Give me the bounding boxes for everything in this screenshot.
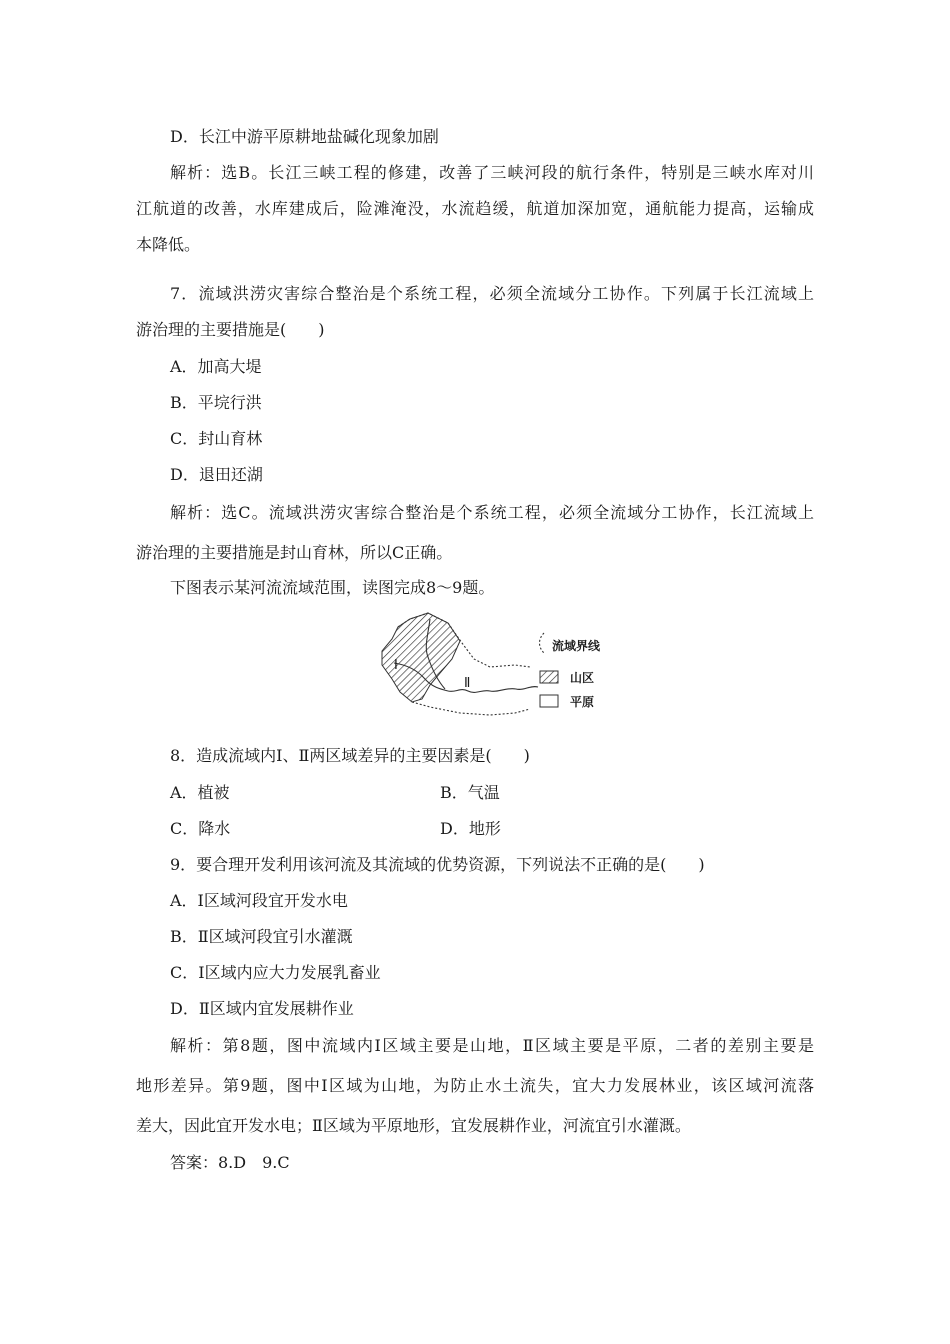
q89-analysis-line2: 地形差异。第9题，图中Ⅰ区域为山地，为防止水土流失，宜大力发展林业，该区域河流落 — [136, 1076, 814, 1095]
region-2-label: Ⅱ — [464, 676, 471, 691]
q6-analysis-line2: 江航道的改善，水库建成后，险滩淹没，水流趋缓，航道加深加宽，通航能力提高，运输成 — [136, 199, 814, 218]
q9-option-a: A．Ⅰ区域河段宜开发水电 — [170, 891, 348, 910]
q7-analysis-line1: 解析：选C。流域洪涝灾害综合整治是个系统工程，必须全流域分工协作，长江流域上 — [170, 503, 814, 522]
q7-stem-line1: 7．流域洪涝灾害综合整治是个系统工程，必须全流域分工协作。下列属于长江流域上 — [170, 284, 814, 303]
q9-option-b: B．Ⅱ区域河段宜引水灌溉 — [170, 927, 353, 946]
q9-option-c: C．Ⅰ区域内应大力发展乳畜业 — [170, 963, 381, 982]
figure-intro: 下图表示某河流流域范围，读图完成8～9题。 — [170, 578, 495, 597]
q6-analysis-line1: 解析：选B。长江三峡工程的修建，改善了三峡河段的航行条件，特别是三峡水库对川 — [170, 163, 814, 182]
q9-option-d: D．Ⅱ区域内宜发展耕作业 — [170, 999, 354, 1018]
legend-boundary-symbol — [540, 633, 545, 653]
q7-analysis-line2: 游治理的主要措施是封山育林，所以C正确。 — [136, 543, 453, 562]
q8-option-d: D．地形 — [440, 819, 501, 838]
legend-plain-swatch — [540, 695, 558, 707]
q8-stem: 8．造成流域内Ⅰ、Ⅱ两区域差异的主要因素是( ) — [170, 746, 530, 765]
q7-option-a: A．加高大堤 — [170, 357, 262, 376]
q7-stem-line2: 游治理的主要措施是( ) — [136, 320, 325, 339]
q8-option-b: B．气温 — [440, 783, 500, 802]
river-basin-figure — [370, 607, 610, 722]
q7-option-d: D．退田还湖 — [170, 465, 263, 484]
q89-analysis-line1: 解析：第8题，图中流域内Ⅰ区域主要是山地，Ⅱ区域主要是平原，二者的差别主要是 — [170, 1036, 814, 1055]
q6-analysis-line3: 本降低。 — [136, 235, 201, 254]
q89-analysis-line3: 差大，因此宜开发水电；Ⅱ区域为平原地形，宜发展耕作业，河流宜引水灌溉。 — [136, 1116, 691, 1135]
q7-option-b: B．平垸行洪 — [170, 393, 262, 412]
answer-line: 答案：8.D 9.C — [170, 1153, 290, 1172]
legend-mountain-swatch — [540, 671, 558, 683]
legend — [540, 633, 602, 709]
legend-plain-label: 平原 — [570, 695, 595, 709]
q9-stem: 9．要合理开发利用该河流及其流域的优势资源，下列说法不正确的是( ) — [170, 855, 705, 874]
q8-option-c: C．降水 — [170, 819, 231, 838]
legend-boundary-label: 流域界线 — [552, 639, 601, 653]
q6-option-d: D．长江中游平原耕地盐碱化现象加剧 — [170, 127, 439, 146]
q8-option-a: A．植被 — [170, 783, 230, 802]
q7-option-c: C．封山育林 — [170, 429, 263, 448]
legend-mountain-label: 山区 — [570, 671, 595, 685]
region-1-label: Ⅰ — [394, 658, 398, 673]
